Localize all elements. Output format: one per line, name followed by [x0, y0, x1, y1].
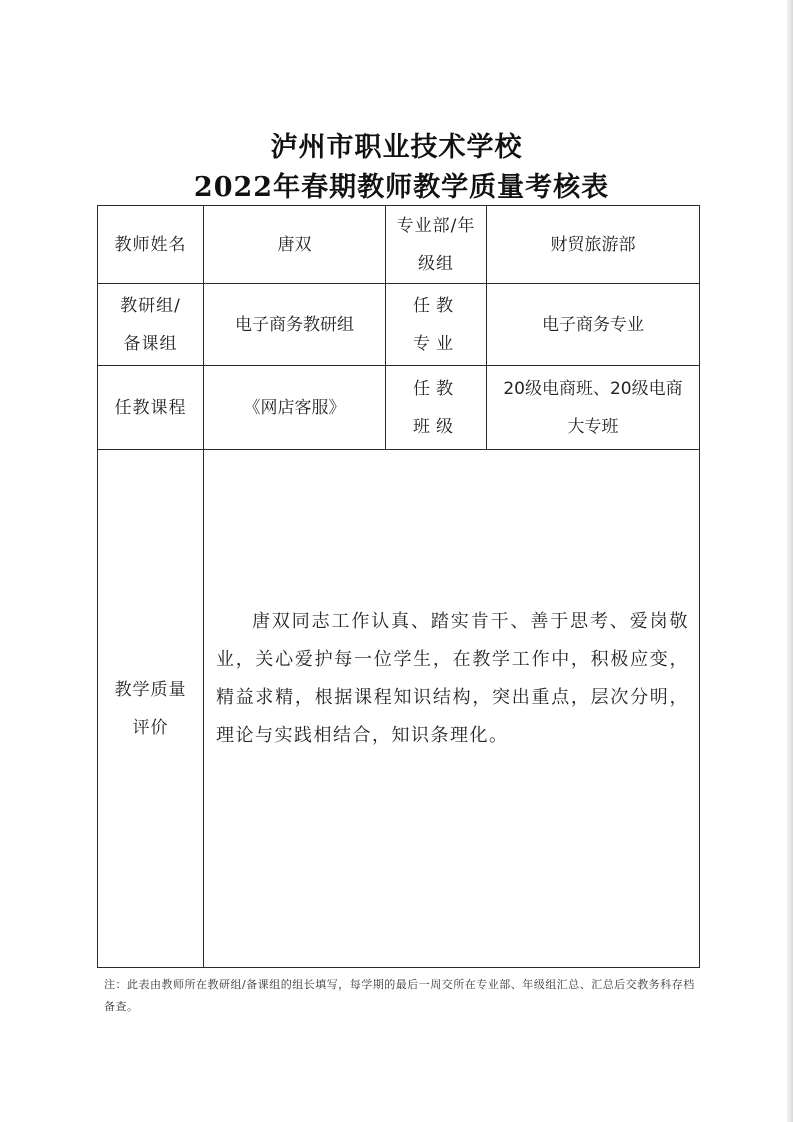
eval-content: [204, 450, 700, 968]
course-label: 任教课程: [98, 366, 204, 450]
dept-label: 专业部/年级组: [386, 206, 487, 284]
footnote: 注：此表由教师所在教研组/备课组的组长填写，每学期的最后一周交所在专业部、年级组汇总、汇总后交教务科存档备查。: [104, 978, 695, 1013]
table-row: [98, 366, 700, 450]
group-value: 电子商务教研组: [204, 284, 386, 366]
table-row: [98, 284, 700, 366]
teacher-name-label: 教师姓名: [98, 206, 204, 284]
assessment-table: [97, 205, 700, 968]
table-row: [98, 206, 700, 284]
class-label: 任教班级: [386, 366, 487, 450]
school-name: 泸州市职业技术学校: [270, 132, 523, 163]
group-label: 教研组/备课组: [98, 284, 204, 366]
class-value: 20级电商班、20级电商大专班: [487, 366, 700, 450]
table-row: [98, 450, 700, 968]
teacher-name-value: 唐双: [204, 206, 386, 284]
eval-text: 唐双同志工作认真、踏实肯干、善于思考、爱岗敬业，关心爱护每一位学生，在教学工作中，积极应变，精益求精，根据课程知识结构，突出重点，层次分明，理论与实践相结合，知识条理化。: [216, 610, 689, 746]
major-label: 任教专业: [386, 284, 487, 366]
major-value: 电子商务专业: [487, 284, 700, 366]
course-value: 《网店客服》: [204, 366, 386, 450]
document-title: [0, 128, 793, 208]
eval-label: 教学质量评价: [98, 450, 204, 968]
form-title: 2022年春期教师教学质量考核表: [193, 172, 610, 203]
dept-value: 财贸旅游部: [487, 206, 700, 284]
